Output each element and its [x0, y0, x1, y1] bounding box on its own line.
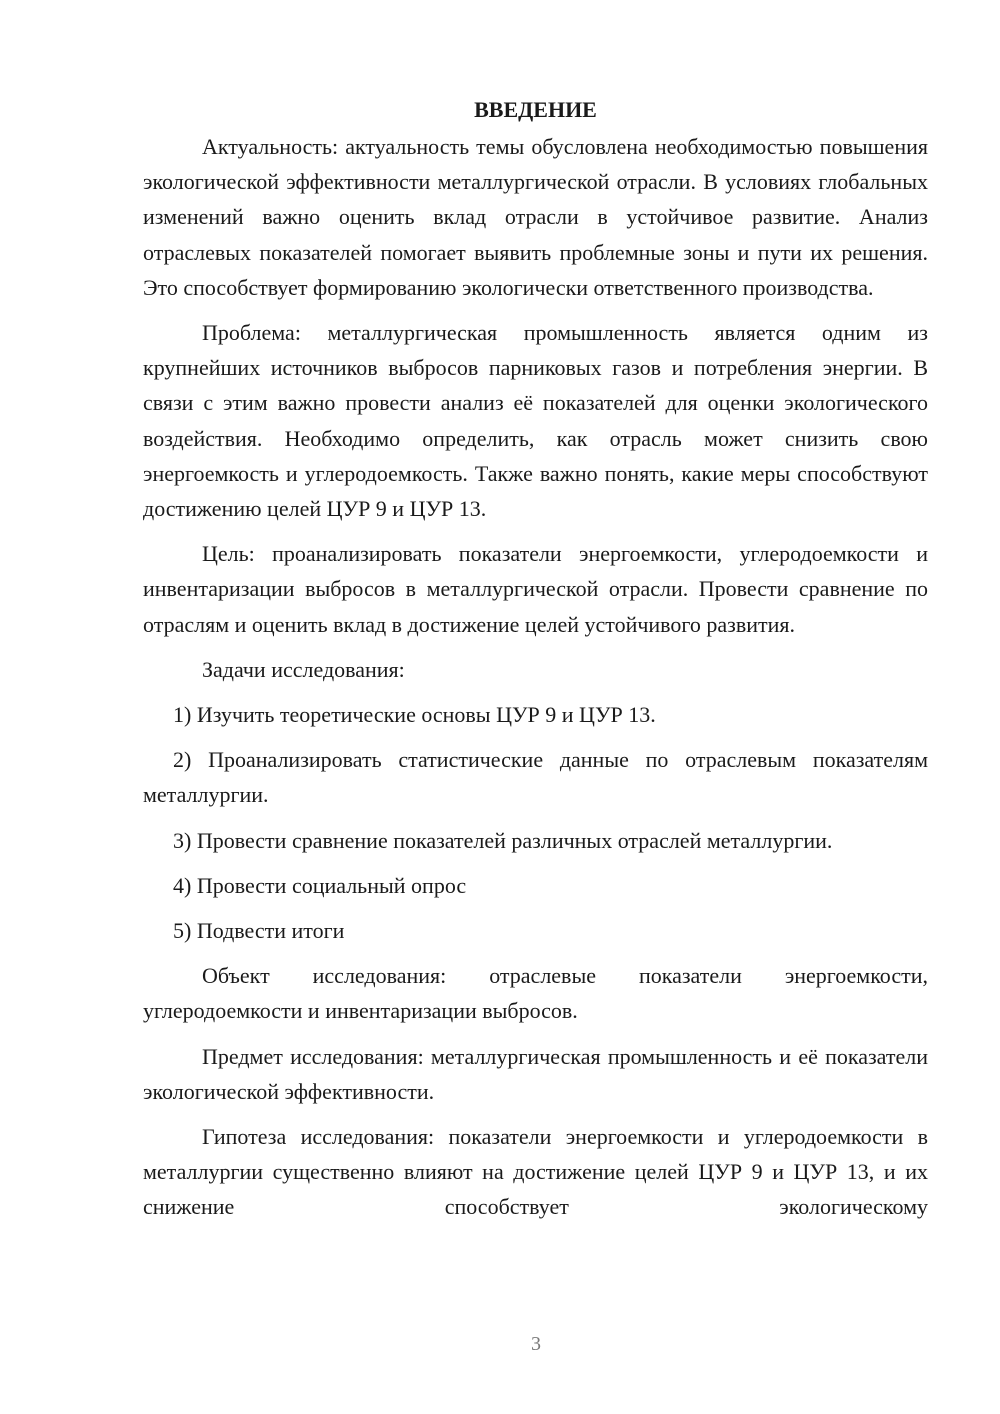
section-title: ВВЕДЕНИЕ [474, 97, 597, 122]
task-item: 4) Провести социальный опрос [173, 872, 467, 898]
paragraph-object: Объект исследования: отраслевые показатели энергоемкости, углеродоемкости и инвентаризации выбросов. [143, 963, 928, 1024]
task-item: 1) Изучить теоретические основы ЦУР 9 и ЦУР 13. [173, 702, 656, 728]
task-item: 2) Проанализировать статистические данные по отраслевым показателям металлургии. [143, 747, 928, 808]
document-page [143, 92, 928, 1235]
paragraph-goal: Цель: проанализировать показатели энергоемкости, углеродоемкости и инвентаризации выбросов в металлургической отрасли. Провести сравнение по отраслям и оценить вклад в достижение целей устойчивого развития. [143, 541, 928, 637]
paragraph-relevance: Актуальность: актуальность темы обусловлена необходимостью повышения экологической эффективности металлургической отрасли. В условиях глобальных изменений важно оценить вклад отрасли в устойчивое развитие. Анализ отраслевых показателей помогает выявить проблемные зоны и пути их решения. Это способствует формированию экологически ответственного производства. [143, 134, 928, 300]
tasks-heading: Задачи исследования: [202, 656, 405, 682]
paragraph-hypothesis: Гипотеза исследования: показатели энергоемкости и углеродоемкости в металлургии существенно влияют на достижение целей ЦУР 9 и ЦУР 13, и их снижение способствует экологическому [143, 1124, 928, 1220]
paragraph-problem: Проблема: металлургическая промышленность является одним из крупнейших источников выбросов парниковых газов и потребления энергии. В связи с этим важно провести анализ её показателей для оценки экологического воздействия. Необходимо определить, как отрасль может снизить свою энергоемкость и углеродоемкость. Также важно понять, какие меры способствуют достижению целей ЦУР 9 и ЦУР 13. [143, 320, 928, 522]
task-item: 5) Подвести итоги [173, 918, 345, 944]
task-item: 3) Провести сравнение показателей различных отраслей металлургии. [173, 827, 833, 853]
page-number: 3 [531, 1333, 541, 1355]
paragraph-subject: Предмет исследования: металлургическая промышленность и её показатели экологической эффективности. [143, 1043, 928, 1104]
